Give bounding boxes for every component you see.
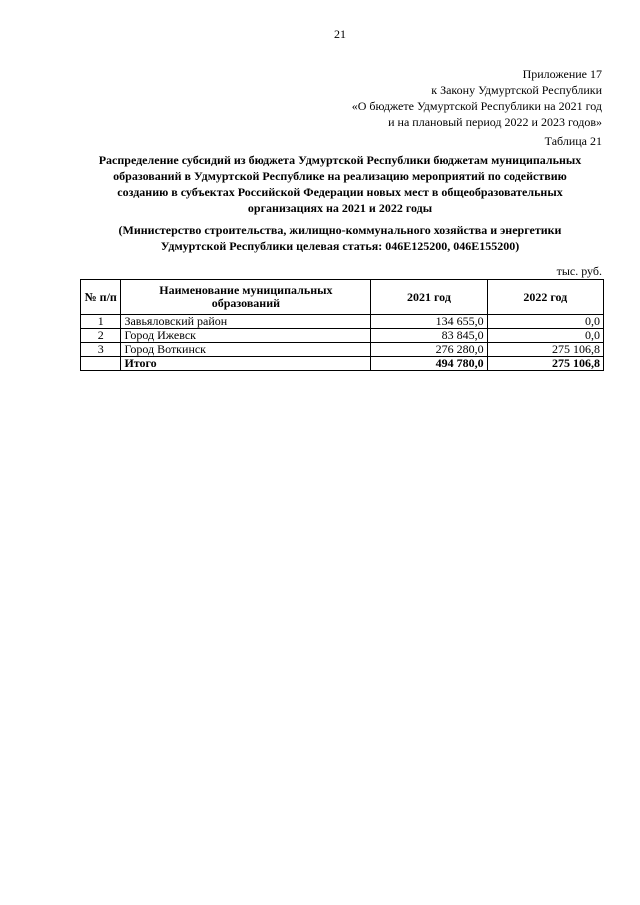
table-header-row: [81, 280, 604, 315]
document-subtitle: [80, 222, 600, 254]
header-num: № п/п: [81, 280, 121, 315]
title-line: Распределение субсидий из бюджета Удмуртской Республики бюджетам муниципальных: [98, 153, 582, 167]
total-row: [81, 357, 604, 371]
appendix-line: «О бюджете Удмуртской Республики на 2021 год: [351, 99, 602, 113]
row-2022: 0,0: [487, 315, 603, 329]
title-line: образований в Удмуртской Республике на реализацию мероприятий по содействию: [113, 169, 567, 183]
total-2021: 494 780,0: [371, 357, 487, 371]
row-num: 3: [81, 343, 121, 357]
total-num: [81, 357, 121, 371]
appendix-header: [352, 66, 602, 130]
row-2021: 276 280,0: [371, 343, 487, 357]
table-row: [81, 343, 604, 357]
units-label: тыс. руб.: [556, 264, 602, 278]
row-2022: 0,0: [487, 329, 603, 343]
row-2021: 83 845,0: [371, 329, 487, 343]
row-name: Завьяловский район: [121, 315, 371, 329]
row-num: 2: [81, 329, 121, 343]
table-label: Таблица 21: [544, 134, 602, 148]
subtitle-line: (Министерство строительства, жилищно-коммунального хозяйства и энергетики: [118, 223, 562, 237]
row-num: 1: [81, 315, 121, 329]
header-name: Наименование муниципальных образований: [121, 280, 371, 315]
subtitle-line: Удмуртской Республики целевая статья: 046E125200, 046E155200): [160, 239, 520, 253]
appendix-line: к Закону Удмуртской Республики: [431, 83, 602, 97]
appendix-line: и на плановый период 2022 и 2023 годов»: [388, 115, 602, 129]
document-title: [80, 152, 600, 216]
table-row: [81, 329, 604, 343]
row-name: Город Ижевск: [121, 329, 371, 343]
appendix-line: Приложение 17: [522, 67, 602, 81]
row-name: Город Воткинск: [121, 343, 371, 357]
total-label: Итого: [121, 357, 371, 371]
header-2021: 2021 год: [371, 280, 487, 315]
row-2022: 275 106,8: [487, 343, 603, 357]
table-row: [81, 315, 604, 329]
title-line: созданию в субъектах Российской Федерации новых мест в общеобразовательных: [117, 185, 563, 199]
title-line: организациях на 2021 и 2022 годы: [247, 201, 433, 215]
row-2021: 134 655,0: [371, 315, 487, 329]
page-number: 21: [334, 27, 346, 41]
total-2022: 275 106,8: [487, 357, 603, 371]
header-2022: 2022 год: [487, 280, 603, 315]
subsidy-table: [80, 279, 604, 371]
